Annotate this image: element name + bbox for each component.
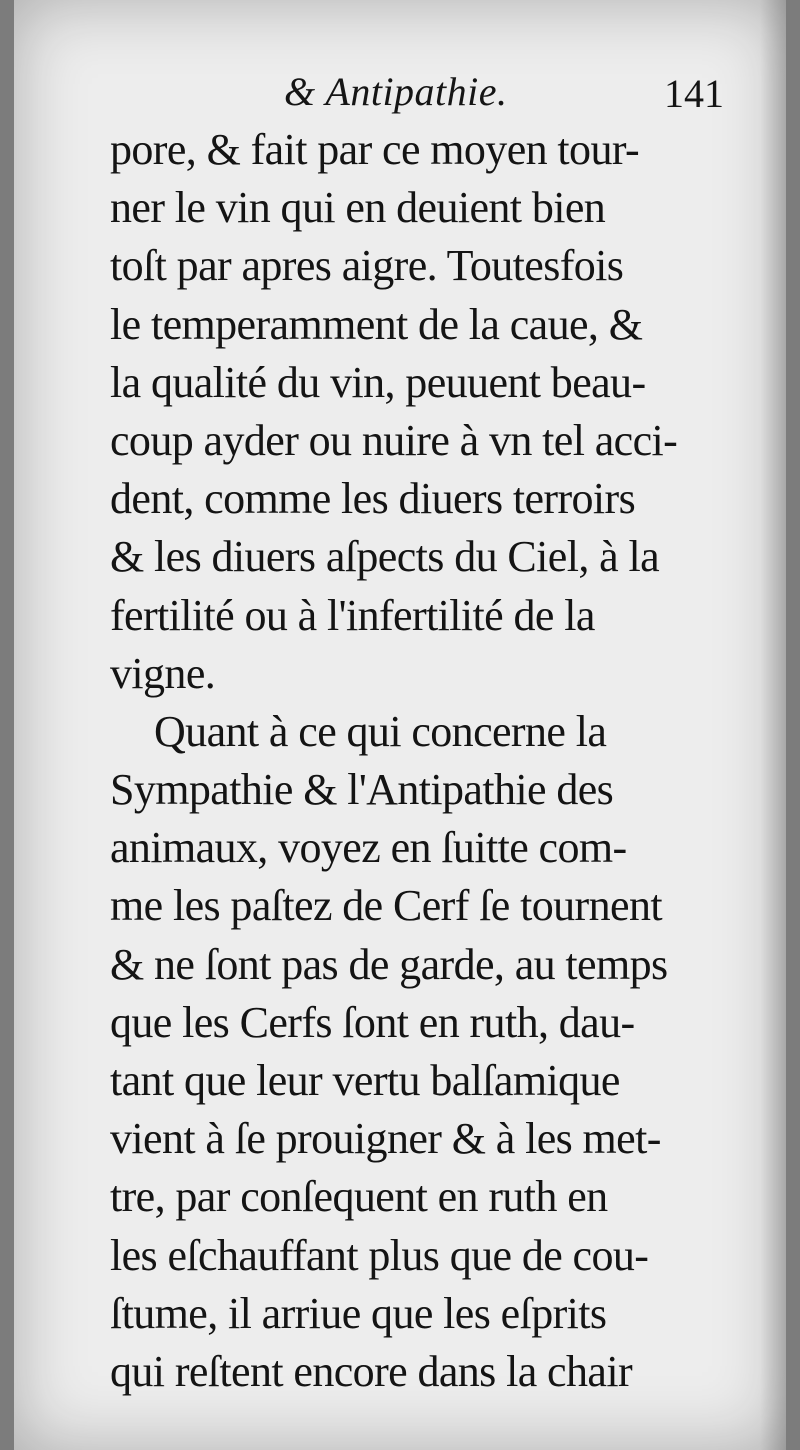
text-line: & les diuers aſpects du Ciel, à la (110, 532, 660, 582)
text-line: dent, comme les diuers terroirs (110, 474, 636, 524)
page-number: 141 (664, 71, 724, 116)
text-line: toſt par apres aigre. Toutesfois (110, 241, 624, 291)
book-page (14, 0, 786, 1450)
text-line: vient à ſe prouigner & à les met- (110, 1114, 661, 1164)
running-head: & Antipathie. (284, 69, 508, 114)
text-line: vigne. (110, 648, 216, 698)
text-line: coup ayder ou nuire à vn tel acci- (110, 415, 678, 465)
text-line: tant que leur vertu balſamique (110, 1056, 620, 1105)
text-line: fertilité ou à l'infertilité de la (110, 590, 595, 640)
text-line: ner le vin qui en deuient bien (110, 183, 606, 233)
text-line: que les Cerfs ſont en ruth, dau- (110, 997, 635, 1047)
text-line: & ne ſont pas de garde, au temps (110, 939, 668, 989)
text-line: la qualité du vin, peuuent beau- (110, 357, 646, 407)
text-line: Sympathie & l'Antipathie des (110, 765, 614, 815)
text-line: qui reſtent encore dans la chair (110, 1346, 632, 1396)
text-line: me les paſtez de Cerf ſe tournent (110, 881, 662, 931)
text-line: le temperamment de la caue, & (110, 299, 643, 349)
page-edge-shadow (760, 0, 786, 1450)
text-line: ſtume, il arriue que les eſprits (110, 1288, 607, 1338)
text-line: animaux, voyez en ſuitte com- (110, 823, 627, 873)
text-line: les eſchauffant plus que de cou- (110, 1230, 649, 1280)
text-line: tre, par conſequent en ruth en (110, 1172, 608, 1222)
body-text (110, 121, 734, 1401)
text-line: pore, & fait par ce moyen tour- (110, 125, 640, 174)
paragraph-start-line: Quant à ce qui concerne la (154, 706, 607, 756)
